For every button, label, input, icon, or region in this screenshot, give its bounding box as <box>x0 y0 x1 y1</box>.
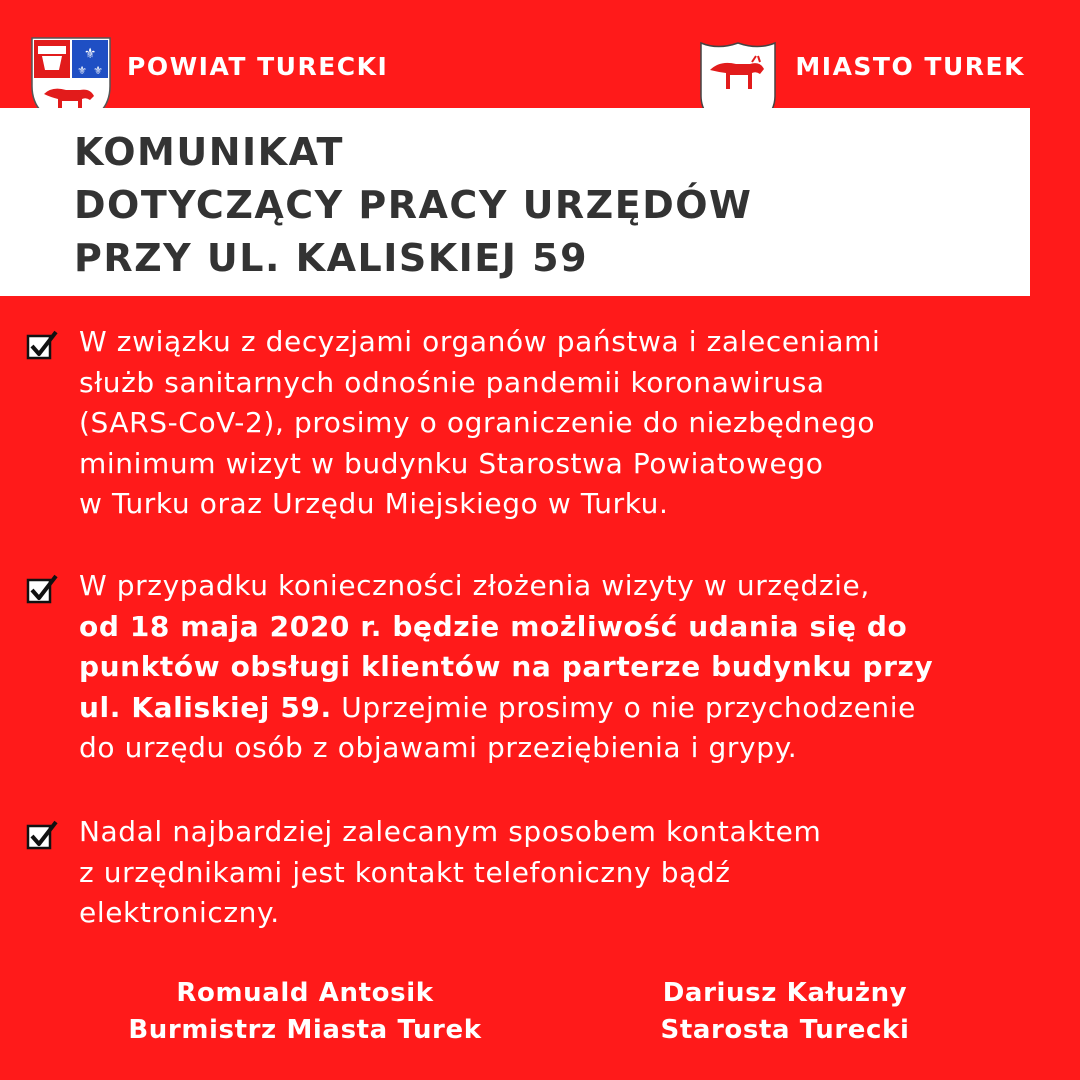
title-line-3: PRZY UL. KALISKIEJ 59 <box>74 236 589 280</box>
item-1-line-5: w Turku oraz Urzędu Miejskiego w Turku. <box>79 487 669 520</box>
item-2-line-1: W przypadku konieczności złożenia wizyty w urzędzie, <box>79 569 870 602</box>
item-1-line-2: służb sanitarnych odnośnie pandemii koronawirusa <box>79 365 825 399</box>
item-2-bold-1: od 18 maja 2020 r. będzie możliwość udania się do <box>79 609 908 643</box>
item-1-line-4: minimum wizyt w budynku Starostwa Powiatowego <box>79 446 824 480</box>
item-2-rest-3: Uprzejmie prosimy o nie przychodzenie <box>331 690 916 724</box>
item-1-text <box>79 322 1039 525</box>
page-title <box>74 126 752 285</box>
item-3-text <box>79 812 1039 934</box>
signature-right-role: Starosta Turecki <box>660 1015 910 1045</box>
header-left-label: POWIAT TURECKI <box>127 52 389 81</box>
svg-text:⚜: ⚜ <box>83 46 97 62</box>
item-2-line-4 <box>79 688 1039 729</box>
item-1-line-1: W związku z decyzjami organów państwa i zaleceniami <box>79 325 881 358</box>
item-2-line-5: do urzędu osób z objawami przeziębienia i grypy. <box>79 731 798 764</box>
item-2-line-3 <box>79 647 1039 688</box>
signature-left-role: Burmistrz Miasta Turek <box>128 1015 482 1045</box>
svg-text:⚜: ⚜ <box>93 64 103 77</box>
svg-text:⚜: ⚜ <box>77 64 87 77</box>
checkbox-checked-icon <box>26 330 58 362</box>
signature-right-name: Dariusz Kałużny <box>662 978 908 1008</box>
signature-left-name: Romuald Antosik <box>176 978 434 1008</box>
signature-left <box>90 975 520 1049</box>
item-3-line-2: z urzędnikami jest kontakt telefoniczny bądź <box>79 855 731 889</box>
item-2-line-2 <box>79 607 1039 648</box>
item-2-text <box>79 566 1039 769</box>
title-line-2: DOTYCZĄCY PRACY URZĘDÓW <box>74 183 753 227</box>
item-2-bold-3: ul. Kaliskiej 59. <box>79 690 332 724</box>
item-2-bold-2: punktów obsługi klientów na parterze budynku przy <box>79 650 934 683</box>
item-1-line-3: (SARS-CoV-2), prosimy o ograniczenie do niezbędnego <box>79 406 876 439</box>
checkbox-checked-icon <box>26 574 58 606</box>
item-3-line-3: elektroniczny. <box>79 896 280 929</box>
signature-right <box>610 975 960 1049</box>
header-right-label: MIASTO TUREK <box>795 52 1025 81</box>
title-line-1: KOMUNIKAT <box>74 130 344 174</box>
checkbox-checked-icon <box>26 820 58 852</box>
item-3-line-1: Nadal najbardziej zalecanym sposobem kontaktem <box>79 815 822 848</box>
